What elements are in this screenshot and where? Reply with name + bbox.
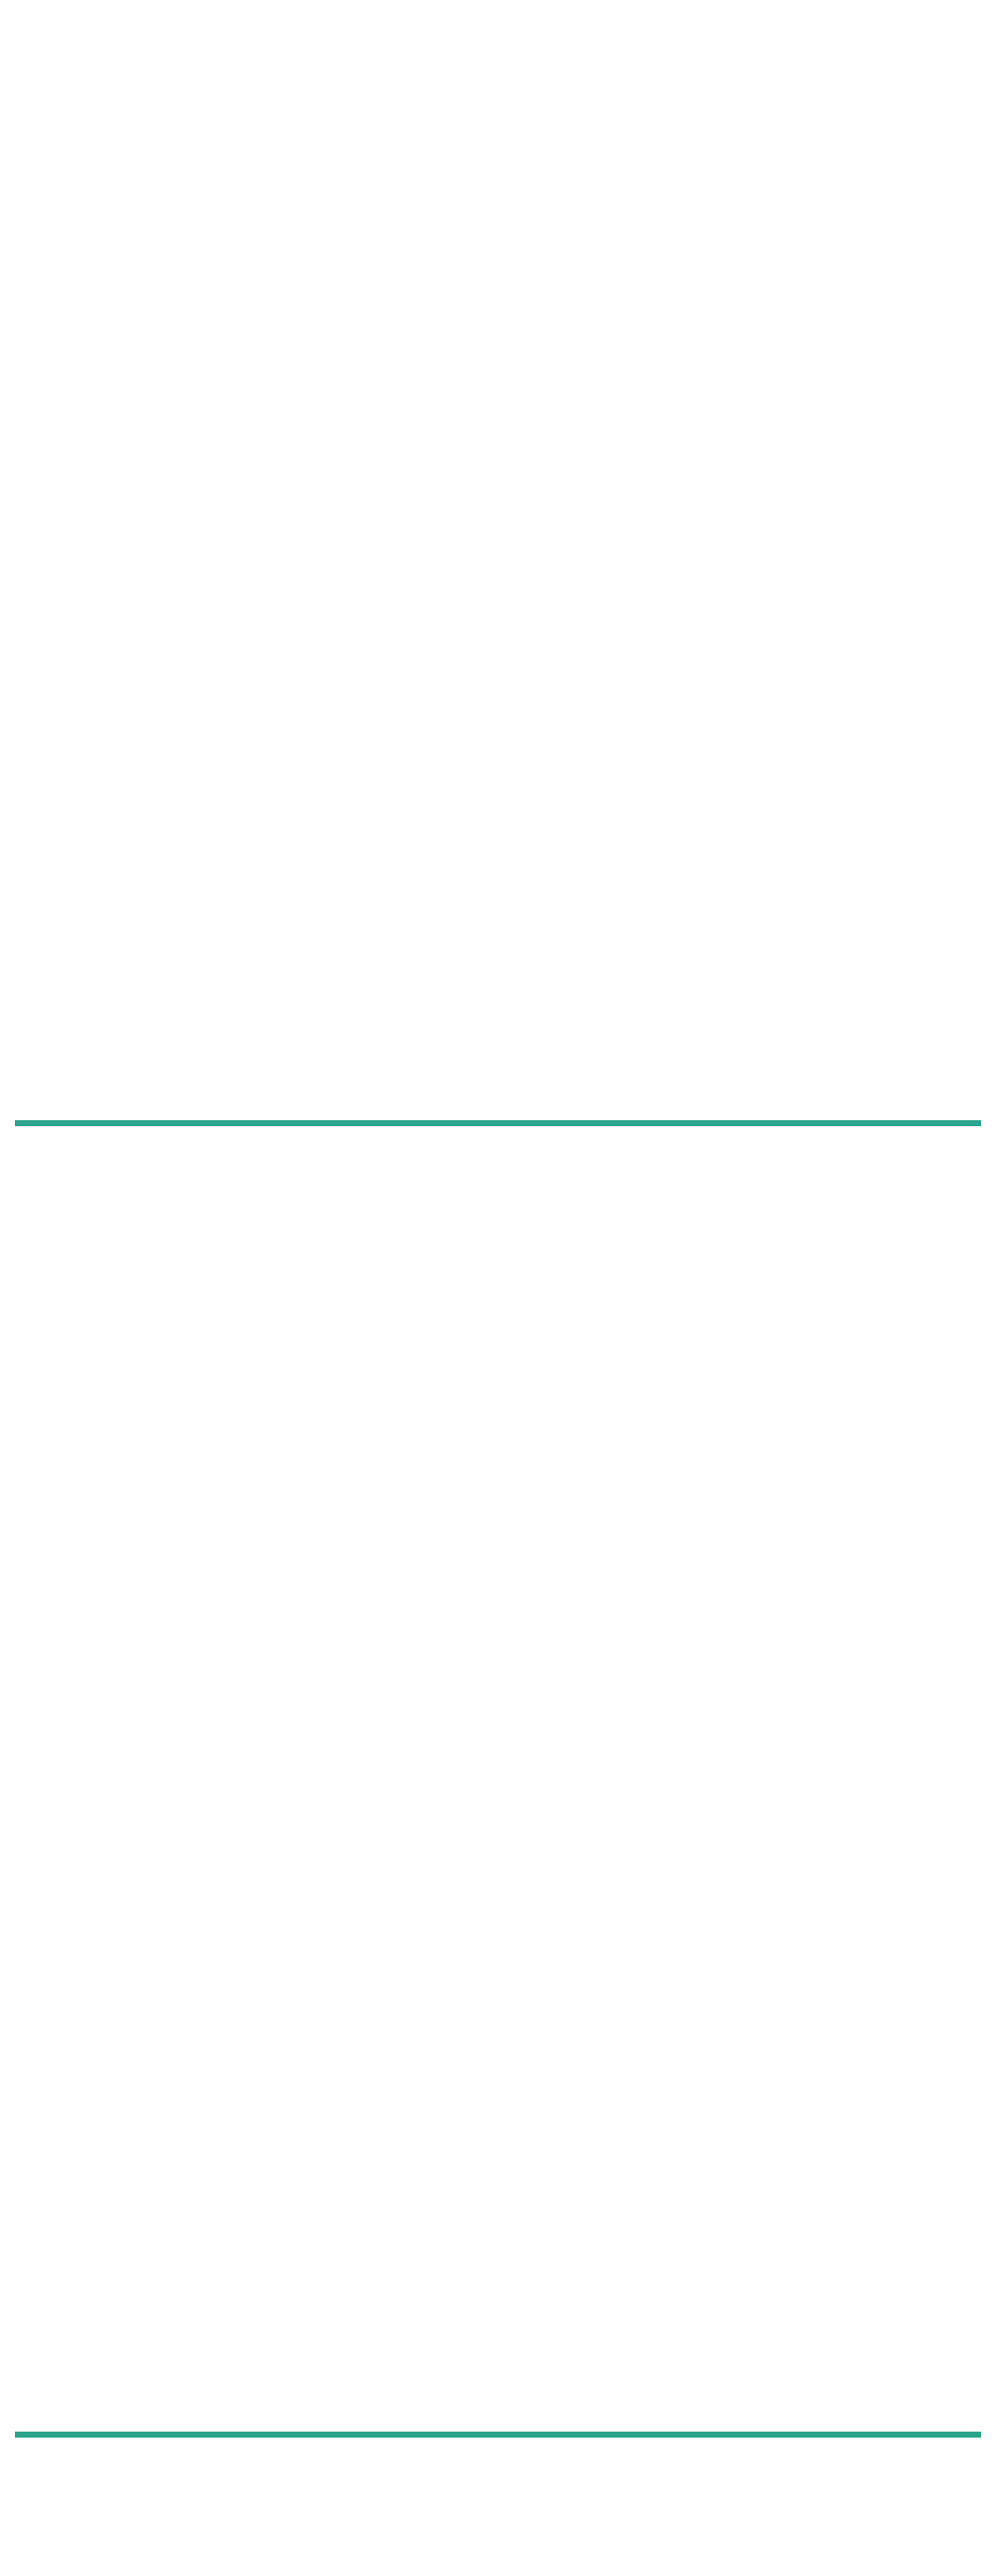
section-divider — [15, 1120, 981, 1126]
section-divider-2 — [15, 2432, 981, 2438]
